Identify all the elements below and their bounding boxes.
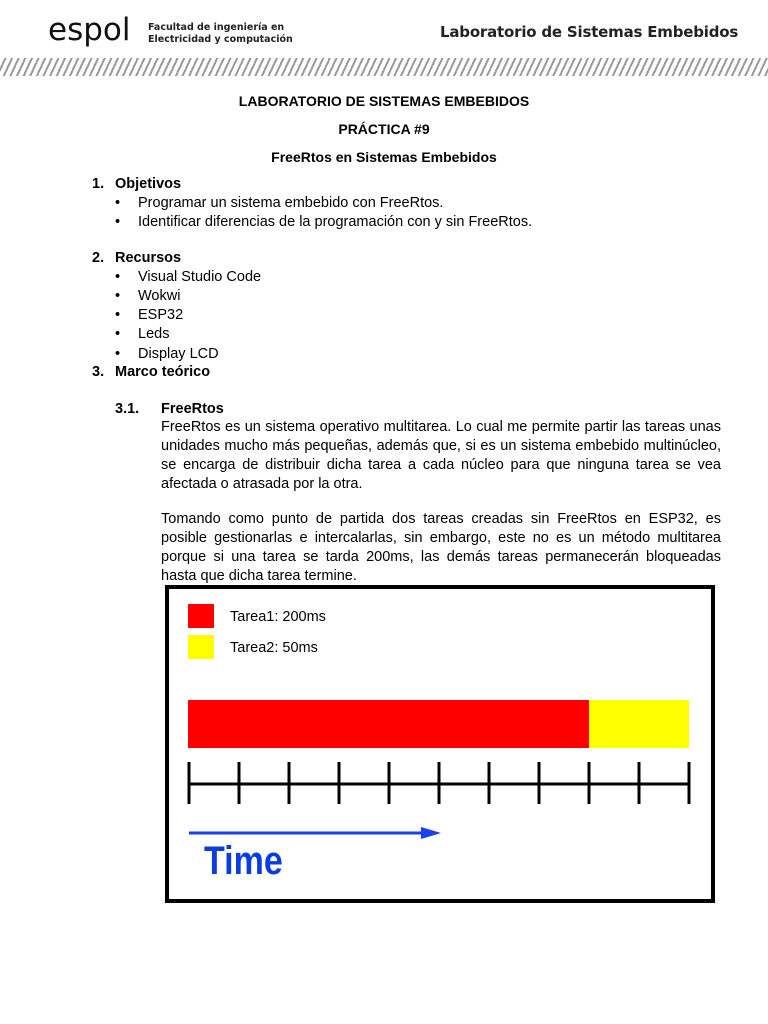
document-title: LABORATORIO DE SISTEMAS EMBEBIDOS bbox=[238, 93, 530, 109]
section-marco-number: 3. bbox=[92, 364, 105, 380]
section-marco-title: Marco teórico bbox=[115, 364, 211, 380]
bullet-glyph: • bbox=[115, 214, 121, 230]
bullet-glyph: • bbox=[115, 307, 121, 323]
section-objetivos-number: 1. bbox=[92, 176, 105, 192]
header-hatch-divider bbox=[0, 58, 768, 76]
time-arrow-head bbox=[421, 827, 441, 839]
section-objetivos-title: Objetivos bbox=[115, 176, 182, 192]
faculty-line-1: Facultad de ingeniería en bbox=[148, 22, 285, 33]
bullet-glyph: • bbox=[115, 346, 121, 362]
page-header bbox=[0, 0, 768, 60]
header-lab-title: Laboratorio de Sistemas Embebidos bbox=[440, 23, 739, 41]
legend-label-task1: Tarea1: 200ms bbox=[230, 609, 326, 625]
espol-logo: espol bbox=[48, 12, 131, 48]
faculty-line-2: Electricidad y computación bbox=[148, 34, 293, 45]
legend-label-task2: Tarea2: 50ms bbox=[230, 640, 318, 656]
freertos-paragraph-1: FreeRtos es un sistema operativo multitarea. Lo cual me permite partir las tareas unas unidades mucho más pequeñas, además que, si es un sistema embebido multinúcleo, se encarga de distribuir dicha tarea a cada núcleo para que ninguna tarea se vea afectada o atrasada por la otra. bbox=[161, 419, 721, 492]
freertos-paragraph-2: Tomando como punto de partida dos tareas creadas sin FreeRtos en ESP32, es posible gestionarlas e intercalarlas, sin embargo, este no es un método multitarea porque si una tarea se tarda 200ms, las demás tareas permanecerán bloqueadas hasta que dicha tarea termine. bbox=[161, 511, 721, 584]
faculty-name bbox=[148, 22, 293, 46]
subsection-freertos-title: FreeRtos bbox=[161, 401, 224, 417]
time-label: Time bbox=[204, 839, 283, 883]
list-item: Identificar diferencias de la programación con y sin FreeRtos. bbox=[138, 214, 533, 230]
practice-number: PRÁCTICA #9 bbox=[338, 121, 430, 137]
bullet-glyph: • bbox=[115, 269, 121, 285]
list-item: Display LCD bbox=[138, 346, 219, 362]
bullet-glyph: • bbox=[115, 326, 121, 342]
list-item: Wokwi bbox=[138, 288, 181, 304]
timeline-figure bbox=[165, 585, 715, 903]
bullet-glyph: • bbox=[115, 195, 121, 211]
bullet-glyph: • bbox=[115, 288, 121, 304]
section-recursos-title: Recursos bbox=[115, 250, 182, 266]
list-item: Leds bbox=[138, 326, 170, 342]
list-item: Visual Studio Code bbox=[138, 269, 262, 285]
section-recursos-number: 2. bbox=[92, 250, 105, 266]
subsection-freertos-number: 3.1. bbox=[115, 401, 140, 417]
list-item: Programar un sistema embebido con FreeRtos. bbox=[138, 195, 444, 211]
list-item: ESP32 bbox=[138, 307, 184, 323]
document-subtitle: FreeRtos en Sistemas Embebidos bbox=[271, 149, 497, 165]
